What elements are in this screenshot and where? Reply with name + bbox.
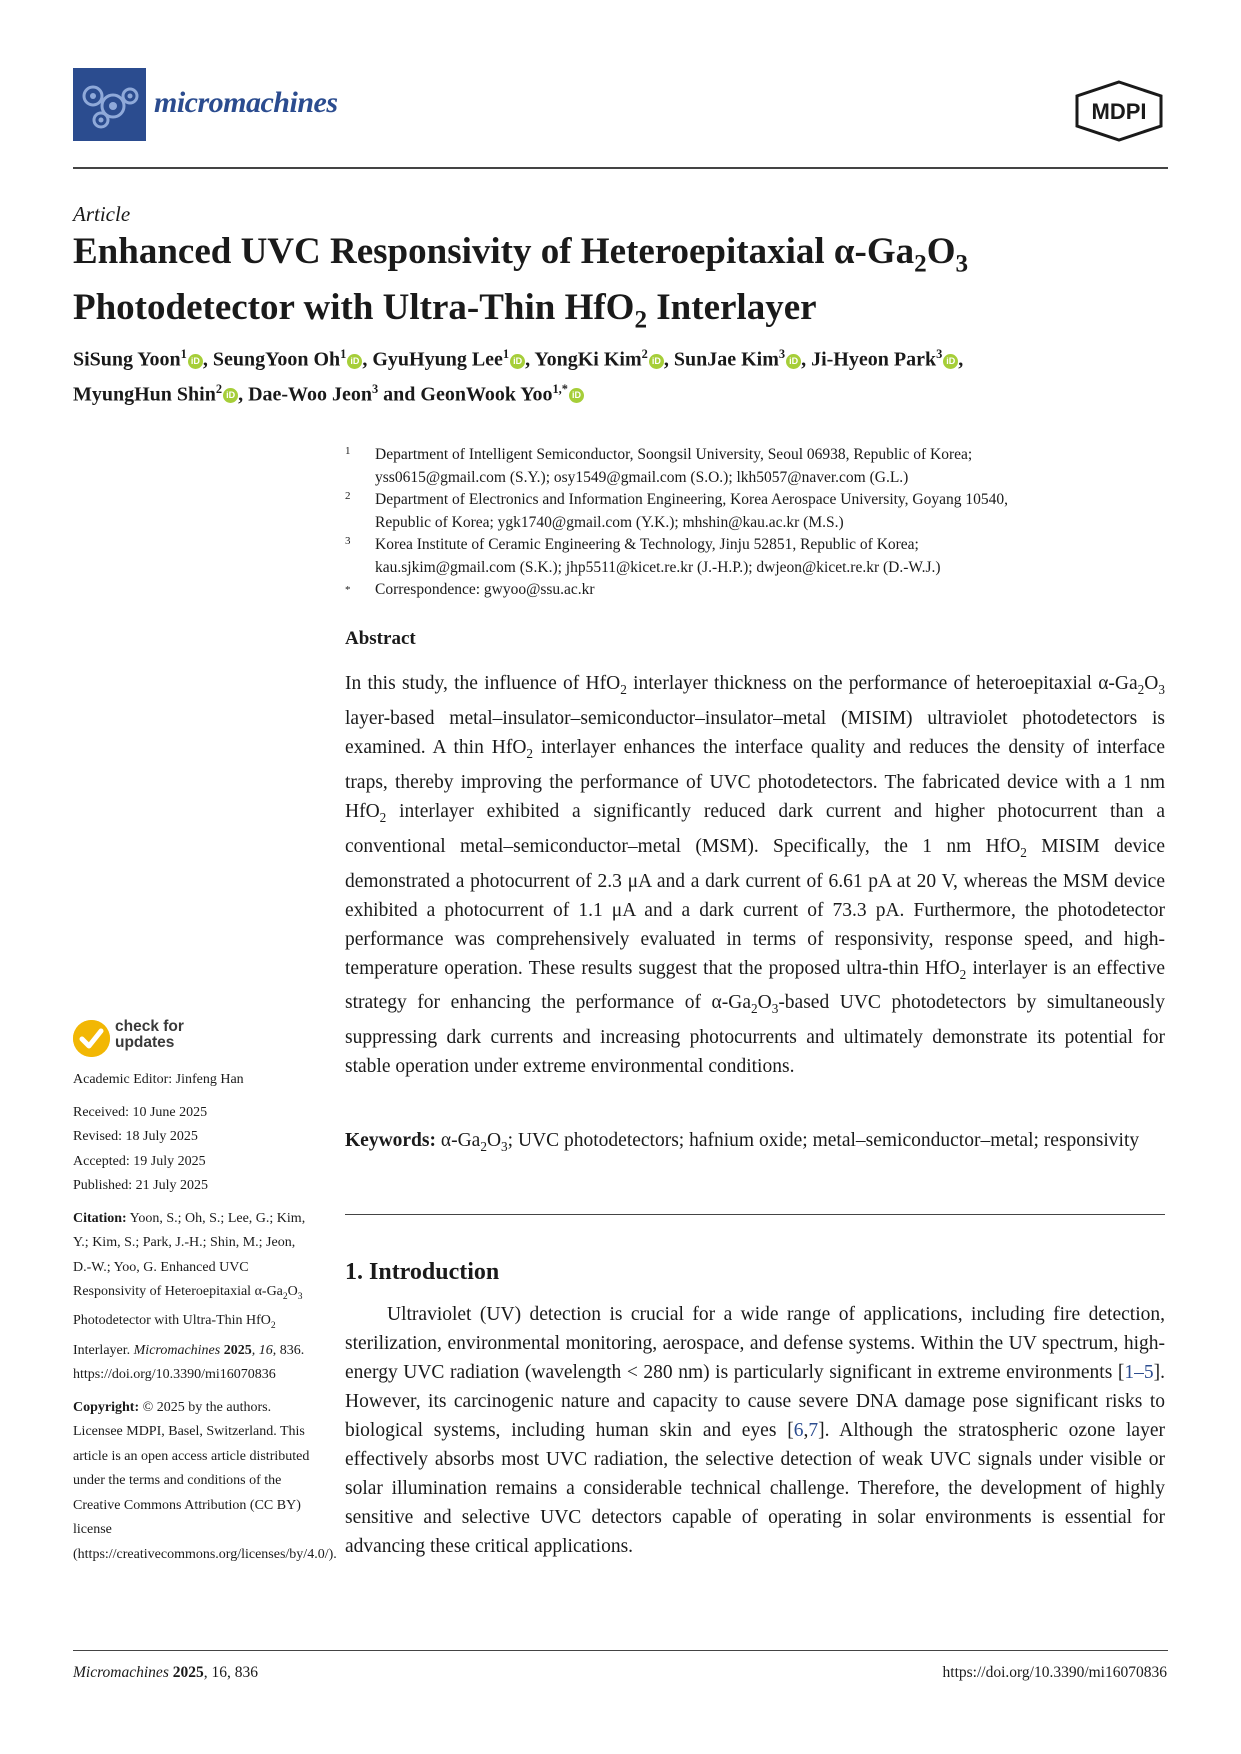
affiliations [345, 444, 1165, 602]
author-name[interactable]: Ji-Hyeon Park [811, 348, 937, 371]
orcid-icon[interactable]: iD [347, 354, 362, 369]
academic-editor: Academic Editor: Jinfeng Han [73, 1072, 244, 1087]
author-name[interactable]: SiSung Yoon [73, 348, 181, 371]
affiliation-item: 2 Department of Electronics and Information Engineering, Korea Aerospace University, Goyang 10540, Republic of Korea; ygk1740@gmail.com (Y.K.); mhshin@kau.ac.kr (M.S.) [345, 490, 1009, 531]
orcid-icon[interactable]: iD [569, 388, 584, 403]
abstract-text: In this study, the influence of HfO$_2$ interlayer thickness on the performance of heteroepitaxial $\alpha-Ga_2O_3$ layer-based metal–insulator–semiconductor–insulator–metal (MISIM) ultraviolet photodetectors is examined. A thin HfO$_2$ interlayer enhances the interface quality and reduces the density of interface traps, thereby improving the performance of UVC photodetectors. The fabricated device with a 1 nm HfO$_2$ interlayer exhibited a significantly reduced dark current and higher photocurrent than a conventional metal–semiconductor–metal (MSM). Specifically, the 1 nm HfO$_2$ MISIM device demonstrated a photocurrent of 2.3 μA and a dark current of 6.61 pA at 20 V, whereas the MSM device exhibited a photocurrent of 1.1 μA and a dark current of 73.3 pA. Furthermore, the photodetector performance was comprehensively evaluated in terms of responsivity, response speed, and high-temperature operation. These results suggest that the proposed ultra-thin HfO$_2$ interlayer is an effective strategy for enhancing the performance of $\alpha-Ga_2O_3$-based UVC photodetectors by simultaneously suppressing dark currents and increasing photocurrents and ultimately demonstrate its potential for stable operation under extreme environmental conditions. [345, 673, 1165, 1078]
footer-divider [73, 1650, 1168, 1651]
orcid-icon[interactable]: iD [786, 354, 801, 369]
author-name[interactable]: SunJae Kim [673, 348, 779, 371]
author-name[interactable]: MyungHun Shin [73, 383, 216, 406]
section-divider [345, 1214, 1165, 1215]
affiliation-item: 1 Department of Intelligent Semiconductor, Soongsil University, Seoul 06938, Republic of Korea; yss0615@gmail.com (S.Y.); osy1549@gmail.com (S.O.); lkh5057@naver.com (G.L.) [345, 445, 973, 486]
mdpi-logo-icon [1071, 80, 1167, 142]
citation-block: Citation: Yoon, S.; Oh, S.; Lee, G.; Kim, Y.; Kim, S.; Park, J.-H.; Shin, M.; Jeon, D.-W.; Yoo, G. Enhanced UVC Responsivity of Heteroepitaxial $\alpha-Ga_2O_3$ Photodetector with Ultra-Thin HfO$_2$ Interlayer. Micromachines 2025, 16, 836. https://doi.org/10.3390/mi16070836 [73, 1210, 306, 1383]
footer-journal-ref: Micromachines 2025, 16, 836 [73, 1664, 258, 1681]
abstract-heading: Abstract [345, 628, 416, 649]
published-date: Published: 21 July 2025 [73, 1178, 208, 1193]
copyright-block: Copyright: © 2025 by the authors. Licensee MDPI, Basel, Switzerland. This article is an open access article distributed under the terms and conditions of the Creative Commons Attribution (CC BY) license (https://creativecommons.org/licenses/by/4.0/). [73, 1399, 337, 1562]
citation-link[interactable]: 1–5 [1124, 1362, 1154, 1383]
journal-name: micromachines [154, 86, 338, 119]
article-info-sidebar [73, 1068, 337, 1567]
revised-date: Revised: 18 July 2025 [73, 1129, 198, 1144]
received-date: Received: 10 June 2025 [73, 1104, 208, 1120]
citation-link[interactable]: 7 [808, 1420, 819, 1441]
orcid-icon[interactable]: iD [510, 354, 525, 369]
footer-doi-link[interactable]: https://doi.org/10.3390/mi16070836 [942, 1664, 1167, 1681]
citation-link[interactable]: 6 [793, 1420, 804, 1441]
author-name[interactable]: GyuHyung Lee [372, 348, 503, 371]
correspondence: * Correspondence: gwyoo@ssu.ac.kr [345, 581, 595, 598]
check-for-updates-button[interactable]: check for updates [115, 1018, 184, 1051]
keywords: Keywords: $\alpha-Ga_2O_3$; UVC photodetectors; hafnium oxide; metal–semiconductor–metal; responsivity [345, 1130, 1140, 1154]
article-title: Enhanced UVC Responsivity of Heteroepitaxial $\alpha-Ga_2O_3$ Photodetector with Ultra-Thin HfO$_2$ Interlayer [73, 231, 969, 334]
author-name[interactable]: SeungYoon Oh [212, 348, 341, 371]
author-list: SiSung Yoon$^1$ iD , SeungYoon Oh$^1$ iD , GyuHyung Lee$^1$ iD , YongKi Kim$^2$ iD , SunJae Kim$^3$ iD , Ji-Hyeon Park$^3$ iD , MyungHun Shin$^2$ iD , Dae-Woo Jeon$^3$ and GeonWook Yoo$^{1,*}$ iD [73, 347, 964, 406]
publisher-name: MDPI [1091, 99, 1147, 124]
journal-logo-icon [73, 68, 146, 141]
orcid-icon[interactable]: iD [223, 388, 238, 403]
author-name[interactable]: GeonWook Yoo [420, 383, 553, 406]
orcid-icon[interactable]: iD [649, 354, 664, 369]
section-heading: 1. Introduction [345, 1259, 500, 1285]
article-type: Article [73, 202, 131, 226]
introduction-text: Ultraviolet (UV) detection is crucial for a wide range of applications, including fire detection, sterilization, environmental monitoring, aerospace, and defense systems. Within the UV spectrum, high-energy UVC radiation (wavelength < 280 nm) is particularly significant in extreme environments [1–5]. However, its carcinogenic nature and capacity to cause severe DNA damage pose significant risks to biological systems, including human skin and eyes [6,7]. Although the stratospheric ozone layer effectively absorbs most UVC radiation, the selective detection of weak UVC signals under visible or solar illumination remains a considerable technical challenge. Therefore, the development of highly sensitive and selective UVC detectors capable of operating in solar environments is essential for advancing these critical applications. [345, 1304, 1165, 1557]
check-for-updates-icon[interactable] [73, 1020, 110, 1057]
orcid-icon[interactable]: iD [943, 354, 958, 369]
orcid-icon[interactable]: iD [188, 354, 203, 369]
author-name[interactable]: YongKi Kim [534, 348, 642, 371]
affiliation-item: 3 Korea Institute of Ceramic Engineering & Technology, Jinju 52851, Republic of Korea; kau.sjkim@gmail.com (S.K.); jhp5511@kicet.re.kr (J.-H.P.); dwjeon@kicet.re.kr (D.-W.J.) [345, 535, 941, 576]
author-name[interactable]: Dae-Woo Jeon [248, 383, 372, 406]
accepted-date: Accepted: 19 July 2025 [73, 1153, 206, 1169]
header-divider [73, 167, 1168, 169]
